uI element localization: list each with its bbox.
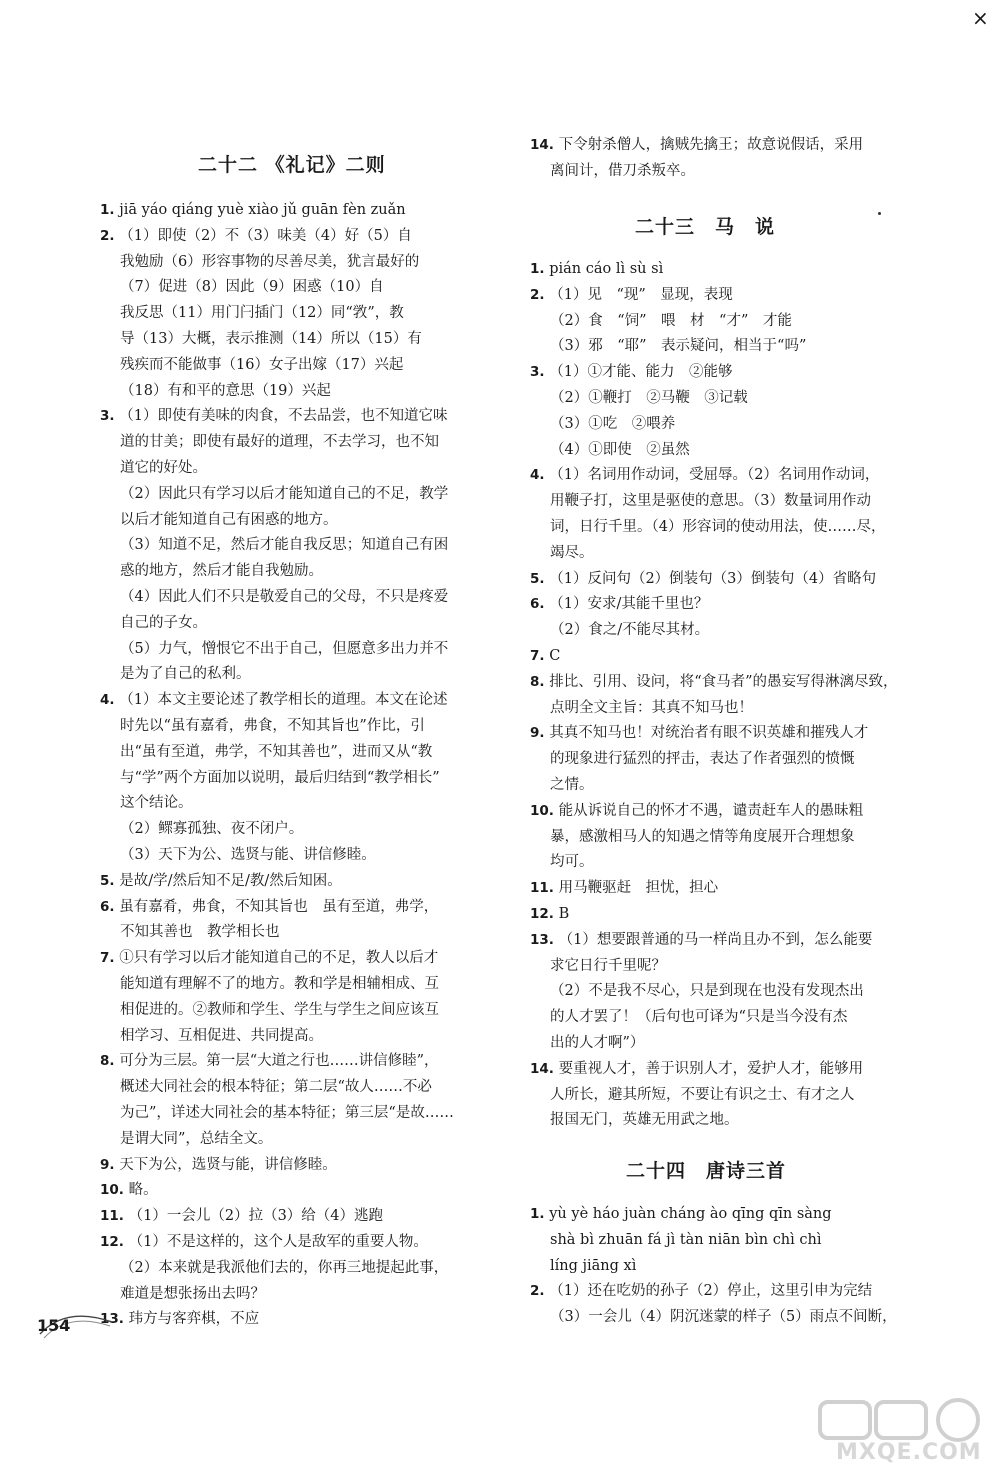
- answer-text: jiā yáo qiáng yuè xiào jǔ guān fèn zuǎn: [119, 202, 406, 218]
- answer-line: [100, 998, 439, 1024]
- answer-line: [530, 1228, 832, 1254]
- answer-line: [100, 1153, 337, 1179]
- answer-text: 概述大同社会的根本特征；第二层“故人……不必: [120, 1079, 432, 1096]
- answer-item: [530, 644, 560, 670]
- answer-sub-line: 自己的子女。: [120, 614, 207, 631]
- answer-line: [530, 1254, 832, 1280]
- answer-number: 7.: [100, 950, 120, 967]
- answer-item: [100, 198, 406, 224]
- answer-line: [530, 541, 885, 567]
- answer-text: （1）本文主要论述了教学相长的道理。本文在论述: [119, 692, 448, 709]
- answer-text: 不知其善也 教学相长也: [120, 924, 280, 941]
- answer-line: [530, 515, 885, 541]
- answer-line: [100, 1075, 454, 1101]
- answer-text: 时先以“虽有嘉肴，弗食，不知其旨也”作比，引: [120, 717, 425, 734]
- answer-line: [530, 257, 663, 283]
- answer-text: 相促进的。②教师和学生、学生与学生之间应该互: [120, 1001, 439, 1018]
- answer-item: [530, 1279, 897, 1331]
- answer-line: [100, 1204, 383, 1230]
- answer-number: 9.: [530, 725, 550, 742]
- answer-line: [100, 1178, 158, 1204]
- answer-line: [100, 1307, 259, 1333]
- answer-line: [530, 954, 872, 980]
- answer-text: 排比、引用、设问，将“食马者”的愚妄写得淋漓尽致，: [549, 673, 898, 690]
- answer-sub-line: （4）①即使 ②虽然: [550, 441, 690, 458]
- answer-line: [100, 250, 422, 276]
- answer-text: （7）促进（8）因此（9）困惑（10）自: [120, 279, 384, 296]
- answer-line: [530, 928, 872, 954]
- answer-item: [530, 1202, 832, 1279]
- answer-number: 11.: [100, 1208, 129, 1225]
- answer-number: 8.: [530, 673, 550, 690]
- answer-text: 词，日行千里。（4）形容词的使动用法，使……尽，: [550, 518, 886, 535]
- answer-number: 8.: [100, 1053, 120, 1070]
- answer-text: pián cáo lì sù sì: [549, 261, 664, 277]
- answer-item: [100, 224, 422, 405]
- answer-text: 相学习、互相促进、共同提高。: [120, 1027, 323, 1044]
- answer-item: [100, 1178, 158, 1204]
- answer-item: [530, 721, 868, 798]
- answer-text: （1）即使（2）不（3）味美（4）好（5）自: [119, 227, 412, 244]
- answer-text: 竭尽。: [550, 544, 594, 561]
- watermark-logo: [818, 1398, 988, 1442]
- answer-line: [100, 869, 342, 895]
- answer-item: [530, 283, 806, 360]
- answer-sub-line: （5）力气，憎恨它不出于自己，但愿意多出力并不: [120, 640, 449, 657]
- answer-text: 出“虽有至道，弗学，不知其善也”，进而又从“教: [120, 743, 433, 760]
- answer-item: [100, 1230, 448, 1307]
- answer-item: [530, 902, 569, 928]
- answer-number: 2.: [530, 1283, 550, 1300]
- answer-text: 是谓大同”，总结全文。: [120, 1130, 273, 1147]
- answer-sub-line: 以后才能知道自己有困惑的地方。: [120, 511, 338, 528]
- answer-text: 均可。: [550, 854, 594, 871]
- answer-sub-line: （3）邪 “耶” 表示疑问，相当于“吗”: [550, 338, 807, 355]
- answer-sub-line: （2）食之/不能尽其材。: [550, 622, 710, 639]
- answer-line: [100, 688, 447, 714]
- answer-text: 道的甘美；即使有最好的道理，不去学习，也不知: [120, 434, 439, 451]
- watermark-url: MXQE.COM: [836, 1440, 982, 1465]
- answer-line: [530, 670, 898, 696]
- answer-line: [100, 972, 439, 998]
- answer-text: （1）见 “现” 显现，表现: [549, 286, 733, 303]
- answer-text: 与“学”两个方面加以说明，最后归结到“教学相长”: [120, 769, 440, 786]
- answer-line: [530, 133, 863, 159]
- answer-text: （18）有和平的意思（19）兴起: [120, 382, 331, 399]
- answer-line: [530, 850, 863, 876]
- answer-line: [530, 721, 868, 747]
- answer-number: 3.: [530, 364, 550, 381]
- answer-text: 的现象进行猛烈的抨击，表达了作者强烈的愤慨: [550, 751, 855, 768]
- answer-number: 5.: [100, 872, 120, 889]
- answer-line: [530, 159, 863, 185]
- answer-text: B: [558, 906, 570, 922]
- answer-sub-line: 惑的地方，然后才能自我勉励。: [120, 563, 323, 580]
- answer-text: 玮方与客弈棋，不应: [128, 1311, 260, 1328]
- section-heading-23: 二十三 马 说: [635, 216, 776, 238]
- answer-item: [100, 1307, 259, 1333]
- answer-text: （1）安求/其能千里也？: [549, 596, 709, 613]
- answer-number: 12.: [530, 906, 559, 922]
- answer-text: 道它的好处。: [120, 459, 207, 476]
- answer-line: [100, 224, 422, 250]
- answer-text: 用鞭子打，这里是驱使的意思。（3）数量词用作动: [550, 493, 871, 510]
- answer-line: [530, 489, 885, 515]
- answer-line: [530, 876, 718, 902]
- answer-text: 为己”，详述大同社会的基本特征；第三层“是故……: [120, 1104, 454, 1121]
- answer-line: [100, 379, 422, 405]
- stray-dot: [878, 212, 881, 215]
- answer-item: [530, 592, 709, 644]
- answer-number: 14.: [530, 137, 559, 153]
- answer-text: 能从诉说自己的怀才不遇，谴责赶车人的愚昧粗: [558, 802, 864, 819]
- answer-line: [100, 404, 448, 430]
- answer-item: [530, 876, 718, 902]
- answer-text: C: [549, 648, 561, 664]
- answer-line: [100, 353, 422, 379]
- answer-item: [530, 1057, 863, 1134]
- answer-sub-line: （2）食 “饲” 喂 材 “才” 才能: [550, 312, 792, 329]
- answer-line: [530, 1057, 863, 1083]
- answer-sub-line: （3）知道不足，然后才能自我反思；知道自己有困: [120, 537, 449, 554]
- answer-item: [100, 869, 342, 895]
- answer-line: [530, 747, 868, 773]
- answer-line: [100, 198, 406, 224]
- answer-line: [100, 1127, 454, 1153]
- answer-number: 3.: [100, 408, 120, 425]
- answer-text: 略。: [128, 1182, 158, 1199]
- answer-number: 10.: [530, 802, 559, 819]
- answer-sub-line: （2）本来就是我派他们去的，你再三地提起此事，: [120, 1259, 449, 1276]
- answer-line: [100, 1230, 448, 1256]
- answer-number: 9.: [100, 1156, 120, 1173]
- answer-item: [100, 1204, 383, 1230]
- answer-number: 1.: [530, 261, 550, 277]
- answer-item: [530, 360, 748, 463]
- answer-sub-line: （2）因此只有学习以后才能知道自己的不足，教学: [120, 485, 449, 502]
- answer-item: [100, 1153, 337, 1179]
- answer-line: [530, 567, 876, 593]
- answer-text: （1）名词用作动词，受屈辱。（2）名词用作动词，: [549, 467, 880, 484]
- answer-line: [100, 766, 447, 792]
- answer-text: 天下为公，选贤与能，讲信修睦。: [119, 1156, 337, 1173]
- answer-line: [100, 1024, 439, 1050]
- answer-item: [530, 463, 885, 566]
- answer-number: 12.: [100, 1234, 129, 1250]
- answer-item: [530, 928, 872, 1057]
- answer-text: yù yè háo juàn cháng ào qīng qīn sàng: [549, 1206, 832, 1222]
- answer-number: 14.: [530, 1060, 559, 1077]
- answer-number: 6.: [100, 898, 120, 915]
- answer-text: shà bì zhuān fá jì tàn niān bìn chì chì: [550, 1231, 822, 1248]
- corner-mark: ×: [972, 6, 989, 30]
- answer-sub-line: （2）①鞭打 ②马鞭 ③记载: [550, 389, 748, 406]
- answer-line: [100, 430, 448, 456]
- answer-line: [530, 902, 569, 928]
- answer-item: [100, 404, 448, 688]
- answer-line: [530, 463, 885, 489]
- answer-text: 要重视人才，善于识别人才，爱护人才，能够用: [558, 1060, 864, 1077]
- answer-text: （1）一会儿（2）拉（3）给（4）逃跑: [128, 1208, 384, 1225]
- answer-number: 5.: [530, 570, 550, 587]
- answer-text: （3）一会儿（4）阴沉迷蒙的样子（5）雨点不间断，: [550, 1309, 897, 1326]
- answer-number: 13.: [100, 1311, 129, 1328]
- answer-text: ①只有学习以后才能知道自己的不足，教人以后才: [119, 950, 439, 967]
- answer-line: [100, 791, 447, 817]
- answer-sub-line: 难道是想张扬出去吗？: [120, 1285, 265, 1302]
- answer-item: [530, 567, 876, 593]
- answer-text: 我勉励（6）形容事物的尽善尽美，犹言最好的: [120, 253, 420, 270]
- answer-line: [100, 714, 447, 740]
- answer-line: [100, 456, 448, 482]
- answer-number: 2.: [100, 227, 120, 244]
- answer-number: 1.: [530, 1206, 550, 1222]
- answer-line: [100, 920, 438, 946]
- answer-line: [530, 1108, 863, 1134]
- answer-line: [100, 301, 422, 327]
- answer-line: [100, 327, 422, 353]
- answer-line: [530, 799, 863, 825]
- answer-line: [530, 1083, 863, 1109]
- answer-item: [100, 946, 439, 1049]
- answer-sub-line: （3）①吃 ②喂养: [550, 415, 676, 432]
- answer-text: 能知道有理解不了的地方。教和学是相辅相成、互: [120, 975, 439, 992]
- answer-text: 报国无门，英雄无用武之地。: [550, 1112, 739, 1129]
- answer-number: 13.: [530, 931, 559, 948]
- answer-line: [100, 275, 422, 301]
- page-number: 154: [37, 1316, 71, 1335]
- answer-line: [100, 946, 439, 972]
- answer-sub-line: （4）因此人们不只是敬爱自己的父母，不只是疼爱: [120, 588, 449, 605]
- answer-number: 4.: [530, 467, 550, 484]
- answer-sub-line: 的人才罢了！（后句也可译为“只是当今没有杰: [550, 1009, 848, 1026]
- answer-number: 11.: [530, 880, 559, 897]
- answer-text: 暴，感激相马人的知遇之情等角度展开合理想象: [550, 828, 855, 845]
- answer-line: [100, 1101, 454, 1127]
- section-heading-22: 二十二 《礼记》二则: [198, 154, 386, 176]
- answer-text: 可分为三层。第一层“大道之行也……讲信修睦”，: [119, 1053, 439, 1070]
- answer-text: 残疾而不能做事（16）女子出嫁（17）兴起: [120, 356, 404, 373]
- answer-text: （1）不是这样的，这个人是敌军的重要人物。: [128, 1234, 428, 1250]
- answer-line: [530, 644, 560, 670]
- answer-line: [100, 895, 438, 921]
- answer-text: （1）想要跟普通的马一样尚且办不到，怎么能要: [558, 931, 873, 948]
- answer-text: （1）反问句（2）倒装句（3）倒装句（4）省略句: [549, 570, 877, 587]
- answer-line: [530, 1279, 897, 1305]
- answer-line: [530, 1202, 832, 1228]
- answer-item: [100, 895, 438, 947]
- answer-text: （1）①才能、能力 ②能够: [549, 364, 733, 381]
- answer-item: [530, 133, 863, 185]
- answer-line: [100, 740, 447, 766]
- answer-item: [530, 799, 863, 876]
- answer-number: 7.: [530, 648, 550, 664]
- answer-number: 10.: [100, 1182, 129, 1199]
- answer-text: 人所长，避其所短，不要让有识之士、有才之人: [550, 1086, 855, 1103]
- answer-line: [100, 1049, 454, 1075]
- answer-number: 1.: [100, 202, 120, 218]
- answer-number: 4.: [100, 692, 120, 709]
- answer-text: 导（13）大概，表示推测（14）所以（15）有: [120, 330, 422, 347]
- answer-text: 我反思（11）用门闩插门（12）同“敩”，教: [120, 305, 404, 322]
- answer-text: 用马鞭驱赶 担忧，担心: [558, 880, 719, 897]
- answer-text: （1）还在吃奶的孙子（2）停止，这里引申为完结: [549, 1283, 873, 1300]
- answer-number: 6.: [530, 596, 550, 613]
- answer-line: [530, 1305, 897, 1331]
- answer-item: [100, 1049, 454, 1152]
- answer-sub-line: 出的人才啊”）: [550, 1034, 645, 1051]
- answer-text: 离间计，借刀杀叛卒。: [550, 162, 695, 179]
- answer-text: 点明全文主旨：其真不知马也！: [550, 699, 753, 716]
- answer-sub-line: （3）天下为公、选贤与能、讲信修睦。: [120, 846, 376, 863]
- answer-line: [530, 283, 806, 309]
- answer-text: 之情。: [550, 776, 594, 793]
- answer-item: [530, 670, 898, 722]
- answer-item: [100, 688, 447, 869]
- answer-line: [530, 773, 868, 799]
- answer-sub-line: （2）不是我不尽心，只是到现在也没有发现杰出: [550, 983, 864, 1000]
- answer-sub-line: 是为了自己的私利。: [120, 666, 251, 683]
- answer-sub-line: （2）鳏寡孤独、夜不闭户。: [120, 821, 304, 838]
- answer-line: [530, 825, 863, 851]
- answer-line: [530, 360, 748, 386]
- answer-line: [530, 696, 898, 722]
- answer-line: [530, 592, 709, 618]
- answer-text: 是故/学/然后知不足/教/然后知困。: [119, 872, 342, 889]
- answer-text: （1）即使有美味的肉食，不去品尝，也不知道它味: [119, 408, 448, 425]
- answer-item: [530, 257, 663, 283]
- section-heading-24: 二十四 唐诗三首: [626, 1160, 787, 1182]
- answer-number: 2.: [530, 286, 550, 303]
- answer-text: líng jiāng xì: [550, 1257, 637, 1274]
- answer-text: 下令射杀僧人，擒贼先擒王；故意说假话，采用: [558, 137, 864, 153]
- answer-text: 求它日行千里呢？: [550, 957, 666, 974]
- answer-text: 虽有嘉肴，弗食，不知其旨也 虽有至道，弗学，: [119, 898, 439, 915]
- answer-text: 其真不知马也！对统治者有眼不识英雄和摧残人才: [549, 725, 869, 742]
- answer-text: 这个结论。: [120, 795, 193, 812]
